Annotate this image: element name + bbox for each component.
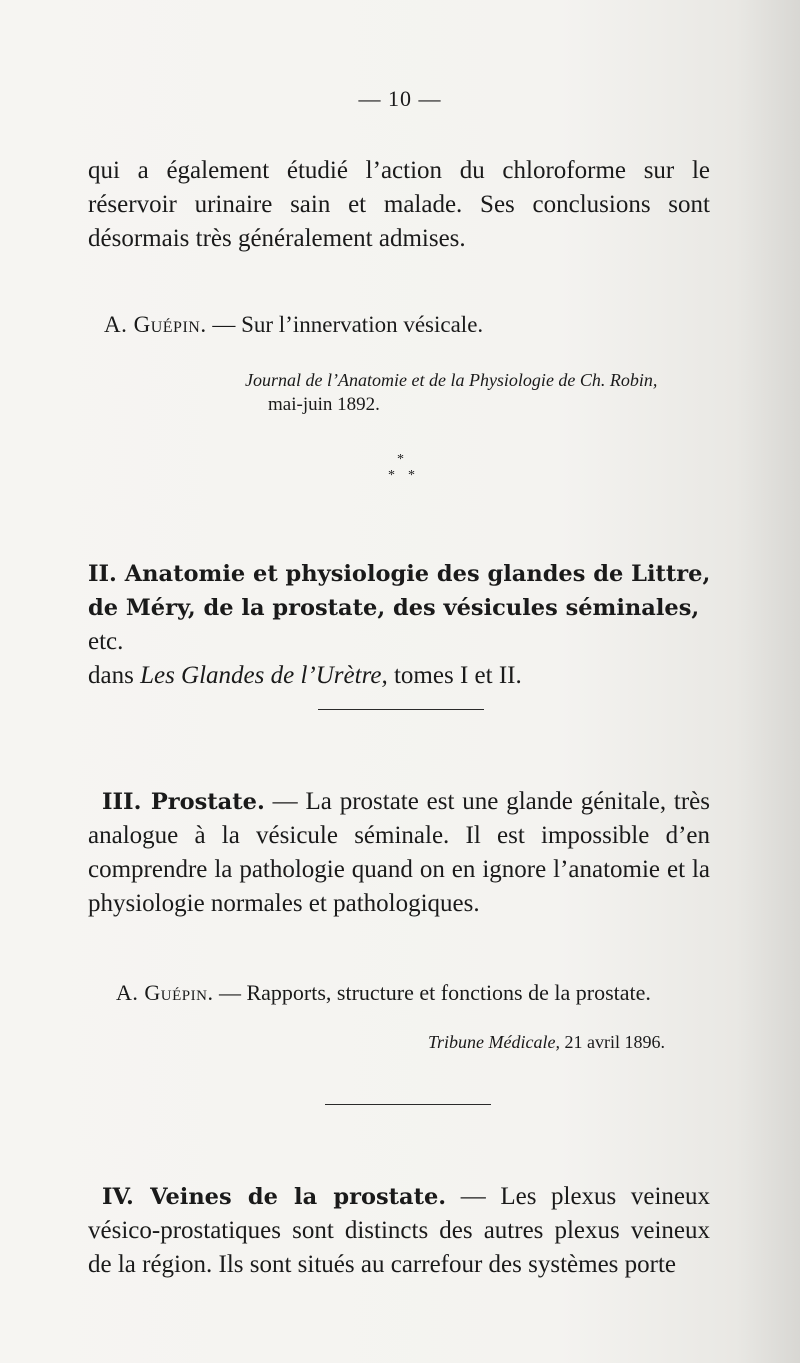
- section-dans: dans: [88, 662, 141, 689]
- asterism-star: *: [388, 468, 395, 483]
- reference-author: A. Guépin.: [116, 980, 214, 1005]
- divider-rule: [325, 1104, 491, 1105]
- section-etc: etc.: [88, 628, 124, 655]
- reference-dash: —: [206, 312, 242, 337]
- section-tomes: tomes I et II.: [387, 662, 522, 689]
- reference-rapports: [116, 980, 651, 1006]
- section-text: — Les plexus veineux vésico-prostatiques sont distincts des autres plexus veineux de la région. Ils sont situés au carrefour des systèmes porte: [88, 1183, 711, 1278]
- section-veines: [88, 1180, 710, 1282]
- journal-date: mai-juin 1892.: [268, 394, 380, 415]
- section-prostate: [88, 785, 710, 921]
- section-number: III.: [102, 789, 151, 815]
- reference-author: A. Guépin.: [104, 312, 207, 337]
- section-text: — La prostate est une glande génitale, très analogue à la vésicule séminale. Il est impossible d’en comprendre la pathologie quand on en ignore l’anatomie et la physiologie normales et pathologiques.: [88, 788, 711, 917]
- journal-citation: Journal de l’Anatomie et de la Physiologie de Ch. Robin,: [245, 370, 658, 390]
- divider-rule: [318, 709, 484, 710]
- reference-dash: —: [213, 980, 247, 1005]
- page-number: — 10 —: [358, 86, 442, 111]
- reference-title: Sur l’innervation vésicale.: [241, 312, 484, 337]
- section-title: Prostate.: [150, 789, 265, 815]
- tribune-citation: [428, 1032, 665, 1053]
- section-heading: II. Anatomie et physiologie des glandes de Littre, de Méry, de la prostate, des vésicules séminales,: [88, 561, 711, 621]
- asterism-divider: [380, 452, 430, 492]
- section-number: IV.: [102, 1184, 151, 1210]
- reference-title: Rapports, structure et fonctions de la prostate.: [246, 980, 651, 1005]
- asterism-star: *: [397, 452, 404, 467]
- tribune-date: 21 avril 1896.: [559, 1032, 665, 1052]
- section-anatomie: [88, 557, 724, 693]
- tribune-name: Tribune Médicale,: [428, 1032, 560, 1052]
- paragraph-chloroform: qui a également étudié l’action du chloroforme sur le réservoir urinaire sain et malade. Ses conclusions sont désormais très généralement admises.: [88, 157, 710, 252]
- section-title: Veines de la prostate.: [150, 1184, 447, 1210]
- reference-innervation: [104, 312, 483, 338]
- section-book-title: Les Glandes de l’Urètre,: [140, 662, 388, 689]
- asterism-star: *: [408, 468, 415, 483]
